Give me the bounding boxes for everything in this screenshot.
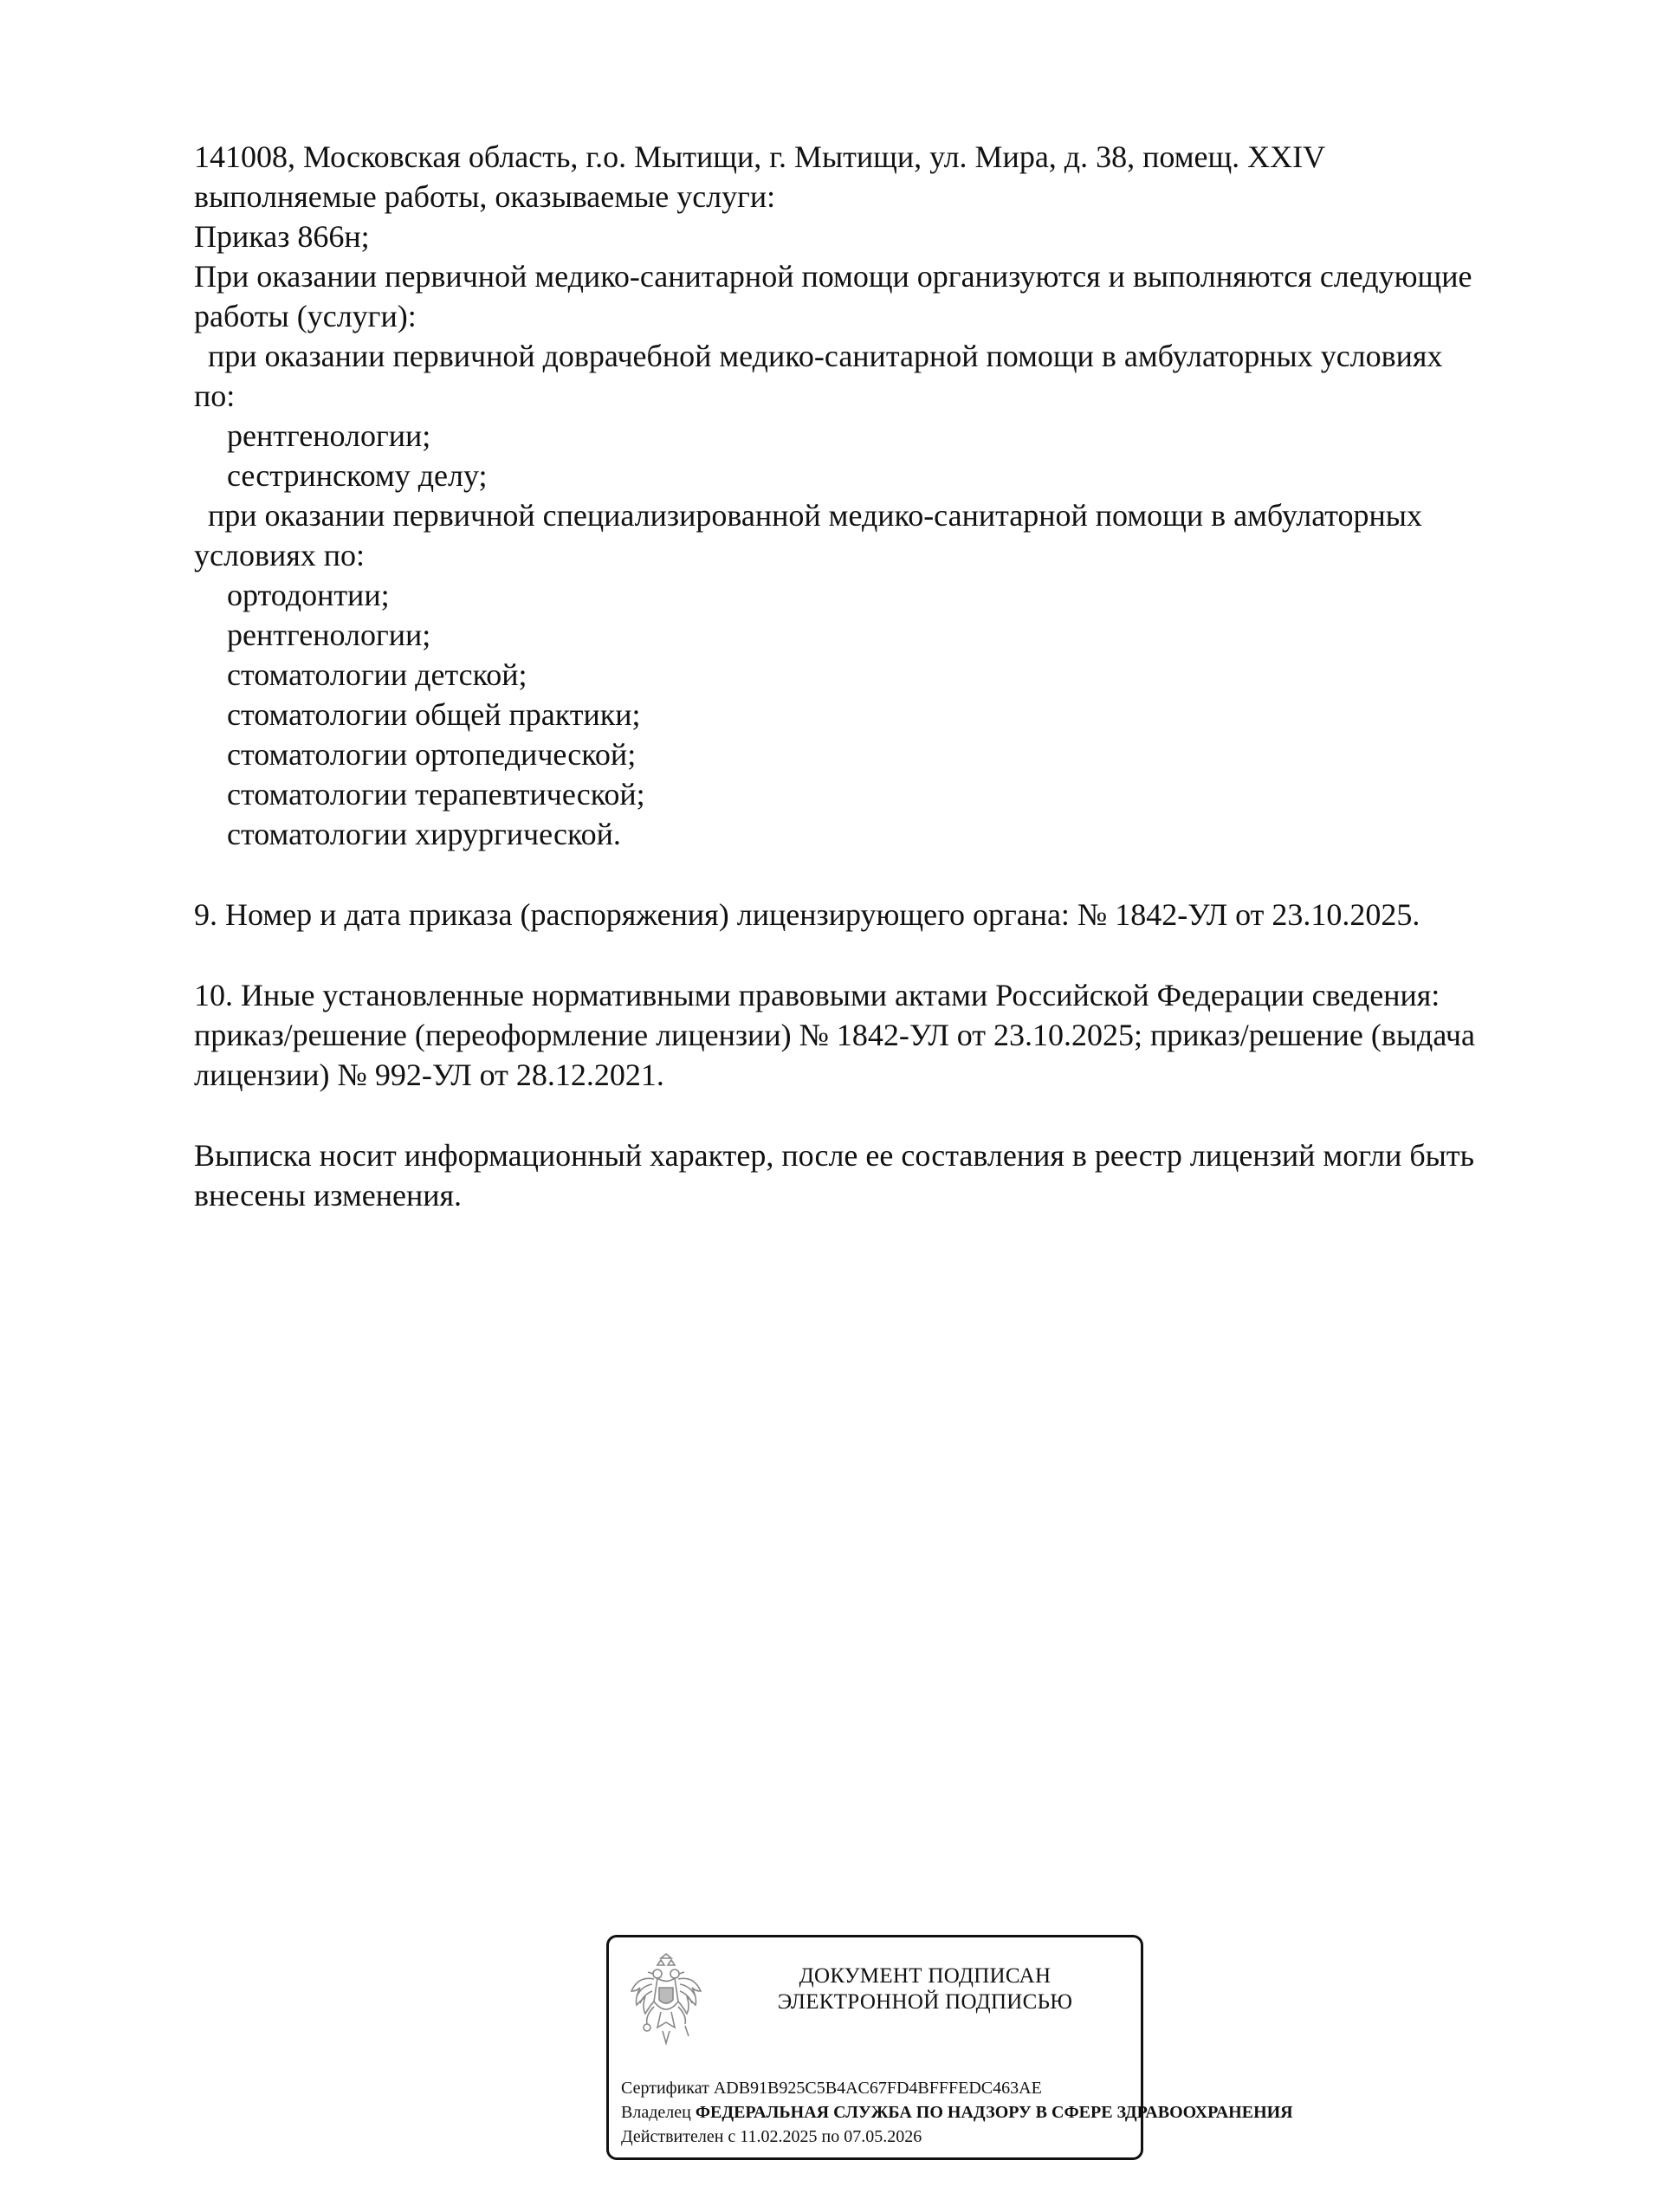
item-10-line: лицензии) № 992-УЛ от 28.12.2021. [194,1057,664,1092]
owner-label: Владелец [621,2103,691,2122]
prehospital-care-heading: при оказании первичной доврачебной медико-санитарной помощи в амбулаторных условиях [208,339,1443,373]
prehospital-care-heading-cont: по: [194,378,236,413]
certificate-row [621,2076,1245,2100]
document-body [194,137,1563,1215]
stamp-title-line-1: ДОКУМЕНТ ПОДПИСАН [799,1964,1052,1988]
service-item: стоматологии детской; [227,657,527,692]
address-line: 141008, Московская область, г.о. Мытищи, г. Мытищи, ул. Мира, д. 38, помещ. XXIV [194,139,1326,174]
stamp-title [721,1963,1129,2015]
service-item: рентгенологии; [227,618,431,652]
item-9-order-number: 9. Номер и дата приказа (распоряжения) лицензирующего органа: № 1842-УЛ от 23.10.2025. [194,897,1420,932]
electronic-signature-stamp [606,1935,1293,2160]
primary-care-intro: При оказании первичной медико-санитарной помощи организуются и выполняются следующие [194,259,1472,294]
works-heading: выполняемые работы, оказываемые услуги: [194,179,776,214]
item-10-line: 10. Иные установленные нормативными правовыми актами Российской Федерации сведения: [194,978,1440,1012]
certificate-label: Сертификат [621,2079,709,2098]
owner-row [621,2100,1293,2125]
russian-coat-of-arms-icon [628,1953,704,2048]
owner-value: ФЕДЕРАЛЬНАЯ СЛУЖБА ПО НАДЗОРУ В СФЕРЕ ЗДРАВООХРАНЕНИЯ [695,2103,1293,2122]
spacer [194,854,1563,895]
service-item: стоматологии ортопедической; [227,737,637,772]
service-item: рентгенологии; [227,418,431,453]
notice-line: внесены изменения. [194,1178,463,1213]
service-item: стоматологии терапевтической; [227,777,645,812]
stamp-certificate-info [621,2076,1293,2149]
service-item: стоматологии хирургической. [227,817,621,851]
spacer [194,1095,1563,1135]
stamp-title-line-2: ЭЛЕКТРОННОЙ ПОДПИСЬЮ [777,1990,1073,2014]
notice-line: Выписка носит информационный характер, после ее составления в реестр лицензий могли быть [194,1138,1475,1173]
spacer [194,935,1563,975]
service-item: стоматологии общей практики; [227,697,641,732]
specialized-care-heading: при оказании первичной специализированной медико-санитарной помощи в амбулаторных [208,498,1422,533]
service-item: ортодонтии; [227,578,390,612]
specialized-care-heading-cont: условиях по: [194,538,366,572]
item-10-line: приказ/решение (переоформление лицензии) № 1842-УЛ от 23.10.2025; приказ/решение (выдача [194,1018,1475,1052]
certificate-value: ADB91B925C5B4AC67FD4BFFFEDC463AE [713,2079,1042,2098]
service-item: сестринскому делу; [227,458,488,493]
validity-row: Действителен с 11.02.2025 по 07.05.2026 [621,2127,922,2146]
primary-care-intro-cont: работы (услуги): [194,299,417,333]
order-reference: Приказ 866н; [194,219,370,254]
